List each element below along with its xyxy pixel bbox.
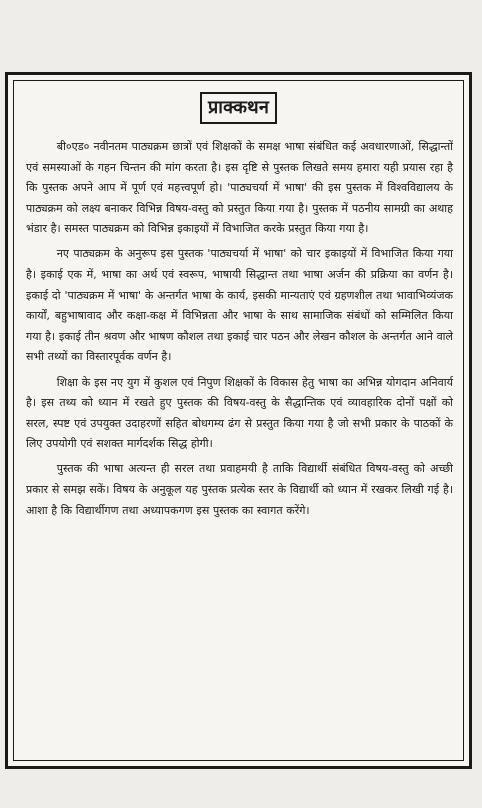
inner-border [13,80,464,761]
page-title: प्राक्कथन [200,92,277,124]
title-container [14,92,463,124]
paragraph: नए पाठ्यक्रम के अनुरूप इस पुस्तक 'पाठ्यचर्या में भाषा' को चार इकाइयों में विभाजित किया गया है। इकाई एक में, भाषा का अर्थ एवं स्वरूप, भाषायी सिद्धान्त तथा भाषा अर्जन की प्रक्रिया का वर्णन है। इकाई दो 'पाठ्यक्रम में भाषा' के अन्तर्गत भाषा के कार्य, इसकी मान्यताएं एवं ग्रहणशील तथा भावाभिव्यंजक कार्यों, बहुभाषावाद और कक्षा-कक्ष में विभिन्नता और भाषा के साथ सामाजिक संबंधों को सम्मिलित किया गया है। इकाई तीन श्रवण और भाषण कौशल तथा इकाई चार पठन और लेखन कौशल के अन्तर्गत आने वाले सभी तथ्यों का विस्तारपूर्वक वर्णन है। [26,247,453,364]
paragraph: शिक्षा के इस नए युग में कुशल एवं निपुण शिक्षकों के विकास हेतु भाषा का अभिन्न योगदान अनिवार्य है। इस तथ्य को ध्यान में रखते हुए पुस्तक की विषय-वस्तु के सैद्धान्तिक एवं व्यावहारिक दोनों पक्षों को सरल, स्पष्ट एवं उपयुक्त उदाहरणों सहित बोधगम्य ढंग से प्रस्तुत किया गया है जो सभी प्रकार के पाठकों के लिए उपयोगी एवं सशक्त मार्गदर्शक सिद्ध होगी। [26,375,453,451]
paragraph: बी०एड० नवीनतम पाठ्यक्रम छात्रों एवं शिक्षकों के समक्ष भाषा संबंधित कई अवधारणाओं, सिद्धान्तों एवं समस्याओं के गहन चिन्तन की मांग करता है। इस दृष्टि से पुस्तक लिखते समय हमारा यही प्रयास रहा है कि पुस्तक अपने आप में पूर्ण एवं महत्त्वपूर्ण हो। 'पाठ्यचर्या में भाषा' की इस पुस्तक में विश्वविद्यालय के पाठ्यक्रम को लक्ष्य बनाकर विभिन्न विषय-वस्तु को प्रस्तुत किया गया है। पुस्तक में पठनीय सामग्री का अथाह भंडार है। समस्त पाठ्यक्रम को विभिन्न इकाइयों में विभाजित करके प्रस्तुत किया गया है। [26,140,453,236]
preface-body [26,137,453,526]
page-border [5,72,472,769]
paragraph: पुस्तक की भाषा अत्यन्त ही सरल तथा प्रवाहमयी है ताकि विद्यार्थी संबंधित विषय-वस्तु को अच्छी प्रकार से समझ सकें। विषय के अनुकूल यह पुस्तक प्रत्येक स्तर के विद्यार्थी को ध्यान में रखकर लिखी गई है। आशा है कि विद्यार्थीगण तथा अध्यापकगण इस पुस्तक का स्वागत करेंगे। [26,462,453,517]
